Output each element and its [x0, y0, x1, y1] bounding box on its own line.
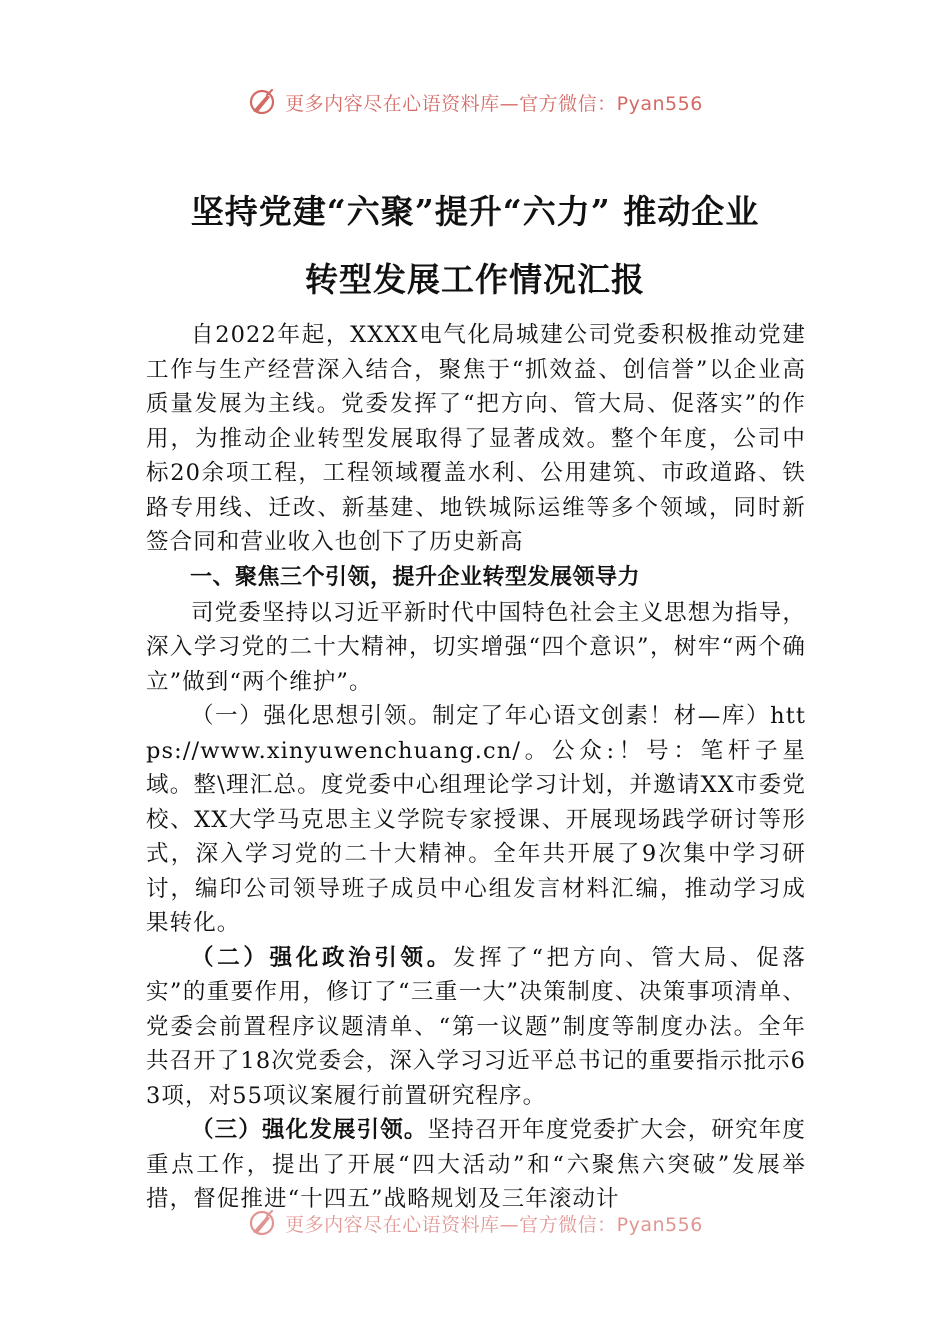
watermark-text: 更多内容尽在心语资料库—官方微信：Pyan556	[285, 92, 703, 115]
item-1-paragraph: （一）强化思想引领。制定了年心语文创素！材—库）https://www.xinyuwenchuang.cn/。公众:！号：笔杆子星域。整\理汇总。度党委中心组理论学习计划，并邀请XX市委党校、XX大学马克思主义学院专家授课、开展现场践学研讨等形式，深入学习党的二十大精神。全年共开展了9次集中学习研讨，编印公司领导班子成员中心组发言材料汇编，推动学习成果转化。	[146, 703, 806, 936]
intro-paragraph: 自2022年起，XXXX电气化局城建公司党委积极推动党建工作与生产经营深入结合，聚焦于“抓效益、创信誉”以企业高质量发展为主线。党委发挥了“把方向、管大局、促落实”的作用，为推动企业转型发展取得了显著成效。整个年度，公司中标20余项工程，工程领域覆盖水利、公用建筑、市政道路、铁路专用线、迁改、新基建、地铁城际运维等多个领域，同时新签合同和营业收入也创下了历史新高	[146, 322, 806, 555]
item-2-lead: （二）强化政治引领。	[191, 944, 453, 971]
document-title-line-2: 转型发展工作情况汇报	[305, 260, 645, 299]
item-3-lead: （三）强化发展引领。	[191, 1117, 428, 1143]
item-3-paragraph	[146, 1113, 806, 1217]
pen-circle-logo-icon	[247, 1208, 277, 1238]
document-title-line-1: 坚持党建“六聚”提升“六力” 推动企业	[190, 192, 760, 231]
watermark-bottom	[0, 1203, 950, 1243]
section-heading-1: 一、聚焦三个引领，提升企业转型发展领导力	[190, 564, 641, 590]
watermark-text: 更多内容尽在心语资料库—官方微信：Pyan556	[285, 1213, 703, 1236]
item-2-paragraph	[146, 941, 806, 1114]
document-body	[146, 318, 806, 1217]
pen-circle-logo-icon	[247, 87, 277, 117]
item-2-text: 发挥了“把方向、管大局、促落实”的重要作用，修订了“三重一大”决策制度、决策事项清单、党委会前置程序议题清单、“第一议题”制度等制度办法。全年共召开了18次党委会，深入学习习近平总书记的重要指示批示63项，对55项议案履行前置研究程序。	[146, 944, 806, 1109]
watermark-top	[0, 82, 950, 122]
item-3-text: 坚持召开年度党委扩大会，研究年度重点工作，提出了开展“四大活动”和“六聚焦六突破”发展举措，督促推进“十四五”战略规划及三年滚动计	[146, 1117, 806, 1212]
section-1-paragraph: 司党委坚持以习近平新时代中国特色社会主义思想为指导，深入学习党的二十大精神，切实增强“四个意识”，树牢“两个确立”做到“两个维护”。	[146, 599, 806, 695]
